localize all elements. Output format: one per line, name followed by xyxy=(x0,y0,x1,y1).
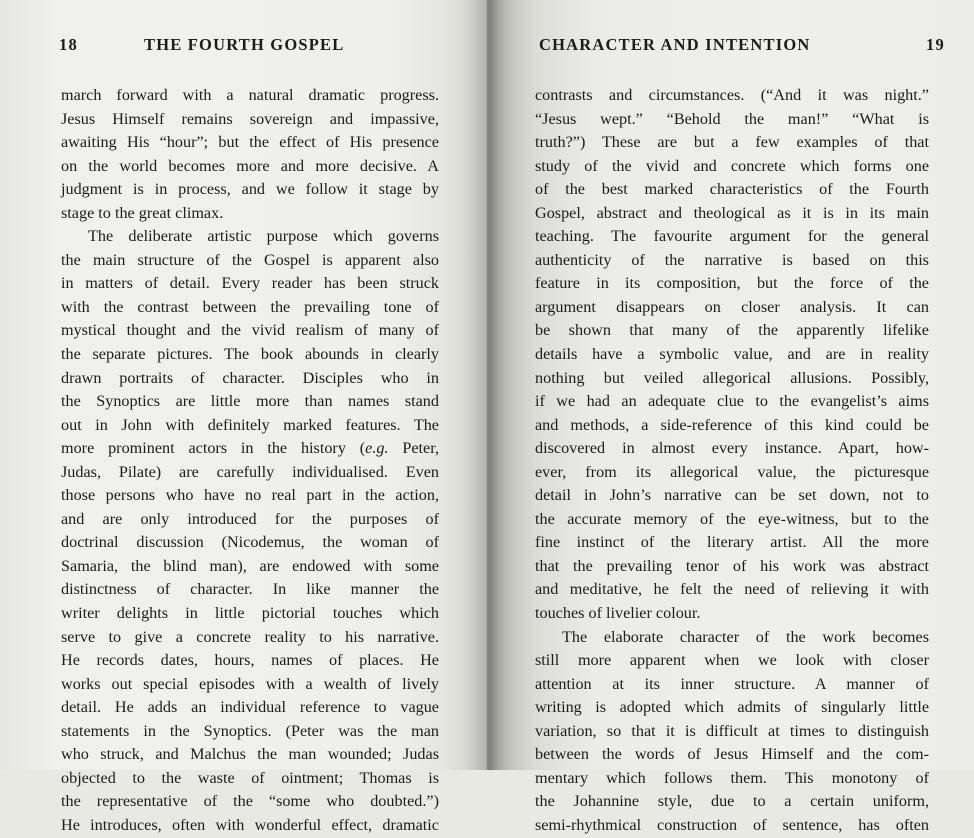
text-line: awaiting His “hour”; but the effect of His presence xyxy=(61,133,439,152)
text-line: and methods, a side-reference of this kind could be xyxy=(535,415,929,434)
text-line: study of the vivid and concrete which forms one xyxy=(535,156,929,175)
text-line: Samaria, the blind man), are endowed with some xyxy=(61,556,439,575)
text-line: The elaborate character of the work becomes xyxy=(562,627,929,646)
text-line: mentary which follows them. This monotony of xyxy=(535,768,929,787)
text-line: serve to give a concrete reality to his narrative. xyxy=(61,627,439,646)
text-line: semi-rhythmical construction of sentence, has often xyxy=(535,815,929,834)
text-line: writer delights in little pictorial touches which xyxy=(61,604,439,623)
text-line: be shown that many of the apparently lifelike xyxy=(535,321,929,340)
left-body-text xyxy=(61,84,439,838)
text-line: and are only introduced for the purposes of xyxy=(61,509,439,528)
text-line: He records dates, hours, names of places. He xyxy=(61,651,439,670)
text-line: distinctness of character. In like manner the xyxy=(61,580,439,599)
right-body-text xyxy=(535,84,929,838)
text-line: the Synoptics are little more than names stand xyxy=(61,392,439,411)
text-line: “Jesus wept.” “Behold the man!” “What is xyxy=(535,109,929,128)
text-line: in matters of detail. Every reader has been struck xyxy=(61,274,439,293)
right-running-head: CHARACTER AND INTENTION xyxy=(539,35,811,54)
text-line: details have a symbolic value, and are in reality xyxy=(535,345,929,364)
text-line: drawn portraits of character. Disciples who in xyxy=(61,368,439,387)
text-line: Jesus Himself remains sovereign and impassive, xyxy=(61,109,439,128)
text-line: if we had an adequate clue to the evangelist’s aims xyxy=(535,392,929,411)
text-line: writing is adopted which admits of singularly little xyxy=(535,698,929,717)
text-line: Judas, Pilate) are carefully individualised. Even xyxy=(61,462,439,481)
text-line: variation, so that it is difficult at times to distinguish xyxy=(535,721,929,740)
text-line: nothing but veiled allegorical allusions. Possibly, xyxy=(535,368,929,387)
text-line: discovered in almost every instance. Apart, how- xyxy=(535,439,929,458)
text-line: the Johannine style, due to a certain uniform, xyxy=(535,792,929,811)
text-line: detail in John’s narrative can be set down, not to xyxy=(535,486,929,505)
left-running-head: THE FOURTH GOSPEL xyxy=(144,35,345,54)
text-line: still more apparent when we look with closer xyxy=(535,651,929,670)
text-line: contrasts and circumstances. (“And it was night.” xyxy=(535,86,929,104)
text-line: judgment is in process, and we follow it stage by xyxy=(61,180,439,199)
text-line: authenticity of the narrative is based on this xyxy=(535,250,929,269)
text-line: Gospel, abstract and theological as it is in its main xyxy=(535,203,929,222)
text-line: attention at its inner structure. A manner of xyxy=(535,674,929,693)
text-line: ever, from its allegorical value, the picturesque xyxy=(535,462,929,481)
text-line: fine instinct of the literary artist. All the more xyxy=(535,533,929,552)
text-line: on the world becomes more and more decisive. A xyxy=(61,156,439,175)
right-page-number: 19 xyxy=(926,35,945,54)
text-line: that the prevailing tenor of his work was abstract xyxy=(535,556,929,575)
text-line: truth?”) These are but a few examples of that xyxy=(535,133,929,152)
text-line: The deliberate artistic purpose which governs xyxy=(88,227,439,246)
text-line: with the contrast between the prevailing tone of xyxy=(61,297,439,316)
text-line: argument disappears on closer analysis. It can xyxy=(535,297,929,316)
text-line: mystical thought and the vivid realism of many of xyxy=(61,321,439,340)
text-line: between the words of Jesus Himself and the com- xyxy=(535,745,929,764)
right-page xyxy=(487,0,974,834)
text-line: those persons who have no real part in the action, xyxy=(61,486,439,505)
text-line: statements in the Synoptics. (Peter was the man xyxy=(61,721,439,740)
text-line: stage to the great climax. xyxy=(61,203,224,222)
text-line: the accurate memory of the eye-witness, but to the xyxy=(535,509,929,528)
text-line: works out special episodes with a wealth of lively xyxy=(61,674,439,693)
text-line: teaching. The favourite argument for the general xyxy=(535,227,929,246)
text-line: who struck, and Malchus the man wounded; Judas xyxy=(61,745,439,764)
text-line: He introduces, often with wonderful effect, dramatic xyxy=(61,815,439,834)
left-page-number: 18 xyxy=(59,35,78,54)
text-line: detail. He adds an individual reference to vague xyxy=(61,698,439,717)
text-line: doctrinal discussion (Nicodemus, the woman of xyxy=(61,533,439,552)
left-page xyxy=(0,0,487,834)
text-line: more prominent actors in the history (e.g. Peter, xyxy=(61,439,440,458)
text-line: touches of livelier colour. xyxy=(535,604,701,623)
text-line: the main structure of the Gospel is apparent also xyxy=(61,250,439,269)
text-line: and meditative, he felt the need of relieving it with xyxy=(535,580,929,599)
text-line: objected to the waste of ointment; Thomas is xyxy=(61,768,439,787)
text-line: march forward with a natural dramatic progress. xyxy=(61,86,439,104)
text-line: of the best marked characteristics of the Fourth xyxy=(535,180,929,199)
text-line: out in John with definitely marked features. The xyxy=(61,415,439,434)
text-line: feature in its composition, but the force of the xyxy=(535,274,929,293)
text-line: the separate pictures. The book abounds in clearly xyxy=(61,345,439,364)
text-line: the representative of the “some who doubted.”) xyxy=(61,792,439,811)
